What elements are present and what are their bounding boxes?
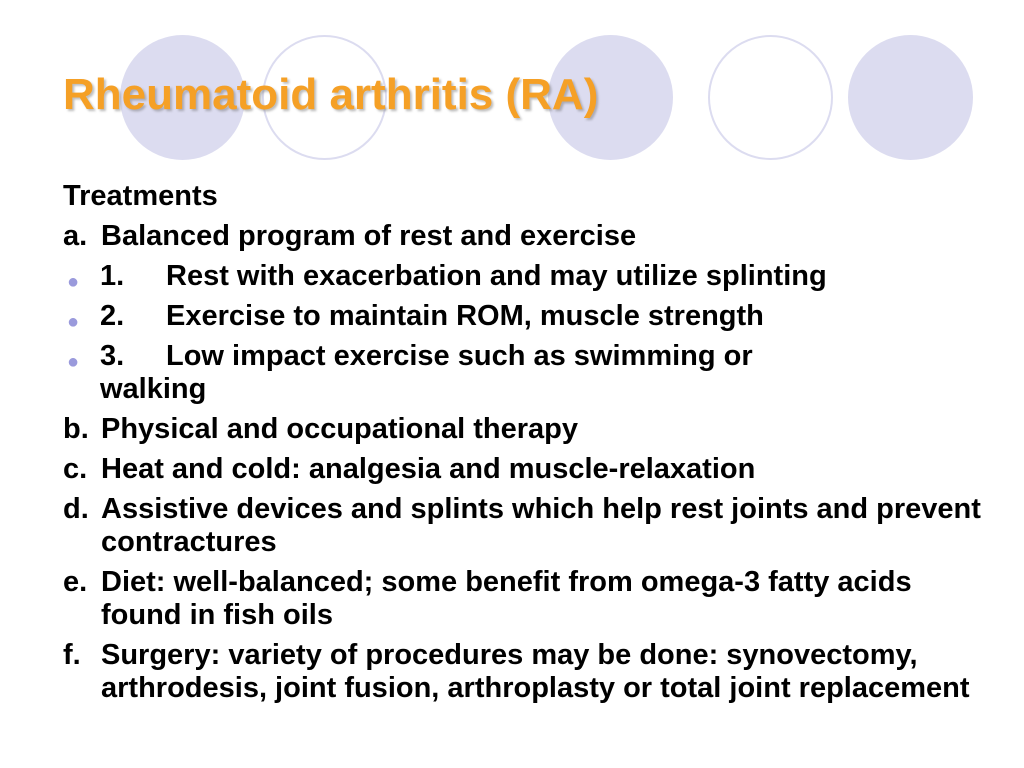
item-text: Exercise to maintain ROM, muscle strength [166, 300, 764, 332]
list-item [63, 413, 983, 446]
item-text: Rest with exacerbation and may utilize splinting [166, 260, 827, 292]
list-item [63, 220, 983, 253]
item-text: Low impact exercise such as swimming or [166, 340, 753, 372]
item-marker: 3. [100, 340, 125, 372]
sub-list-item [63, 340, 983, 406]
sub-list-item [63, 260, 983, 293]
item-marker: 2. [100, 300, 125, 332]
item-marker: c. [63, 453, 88, 485]
item-text: Balanced program of rest and exercise [101, 220, 637, 252]
item-marker: 1. [100, 260, 125, 292]
sub-list-item [63, 300, 983, 333]
item-text: Physical and occupational therapy [101, 413, 579, 445]
item-marker: a. [63, 220, 88, 252]
item-marker: e. [63, 566, 88, 598]
item-text: Heat and cold: analgesia and muscle-relaxation [101, 453, 756, 485]
list-item [63, 566, 983, 632]
item-text-continued: walking [100, 373, 207, 405]
list-item [63, 639, 983, 705]
slide-title: Rheumatoid arthritis (RA) [63, 70, 599, 119]
treatments-heading: Treatments [63, 180, 218, 212]
item-text: Surgery: variety of procedures may be done: synovectomy, arthrodesis, joint fusion, arthroplasty or total joint replacement [101, 639, 970, 704]
list-item [63, 453, 983, 486]
item-marker: b. [63, 413, 89, 445]
decor-circle [708, 35, 833, 160]
bullet-dot-icon: ● [67, 351, 80, 373]
list-item [63, 493, 983, 559]
bullet-dot-icon: ● [67, 311, 80, 333]
item-marker: d. [63, 493, 89, 525]
item-text: Diet: well-balanced; some benefit from omega-3 fatty acids found in fish oils [101, 566, 912, 631]
item-marker: f. [63, 639, 81, 671]
slide-body [63, 180, 983, 712]
bullet-dot-icon: ● [67, 271, 80, 293]
decor-circle [848, 35, 973, 160]
item-text: Assistive devices and splints which help rest joints and prevent contractures [101, 493, 981, 558]
